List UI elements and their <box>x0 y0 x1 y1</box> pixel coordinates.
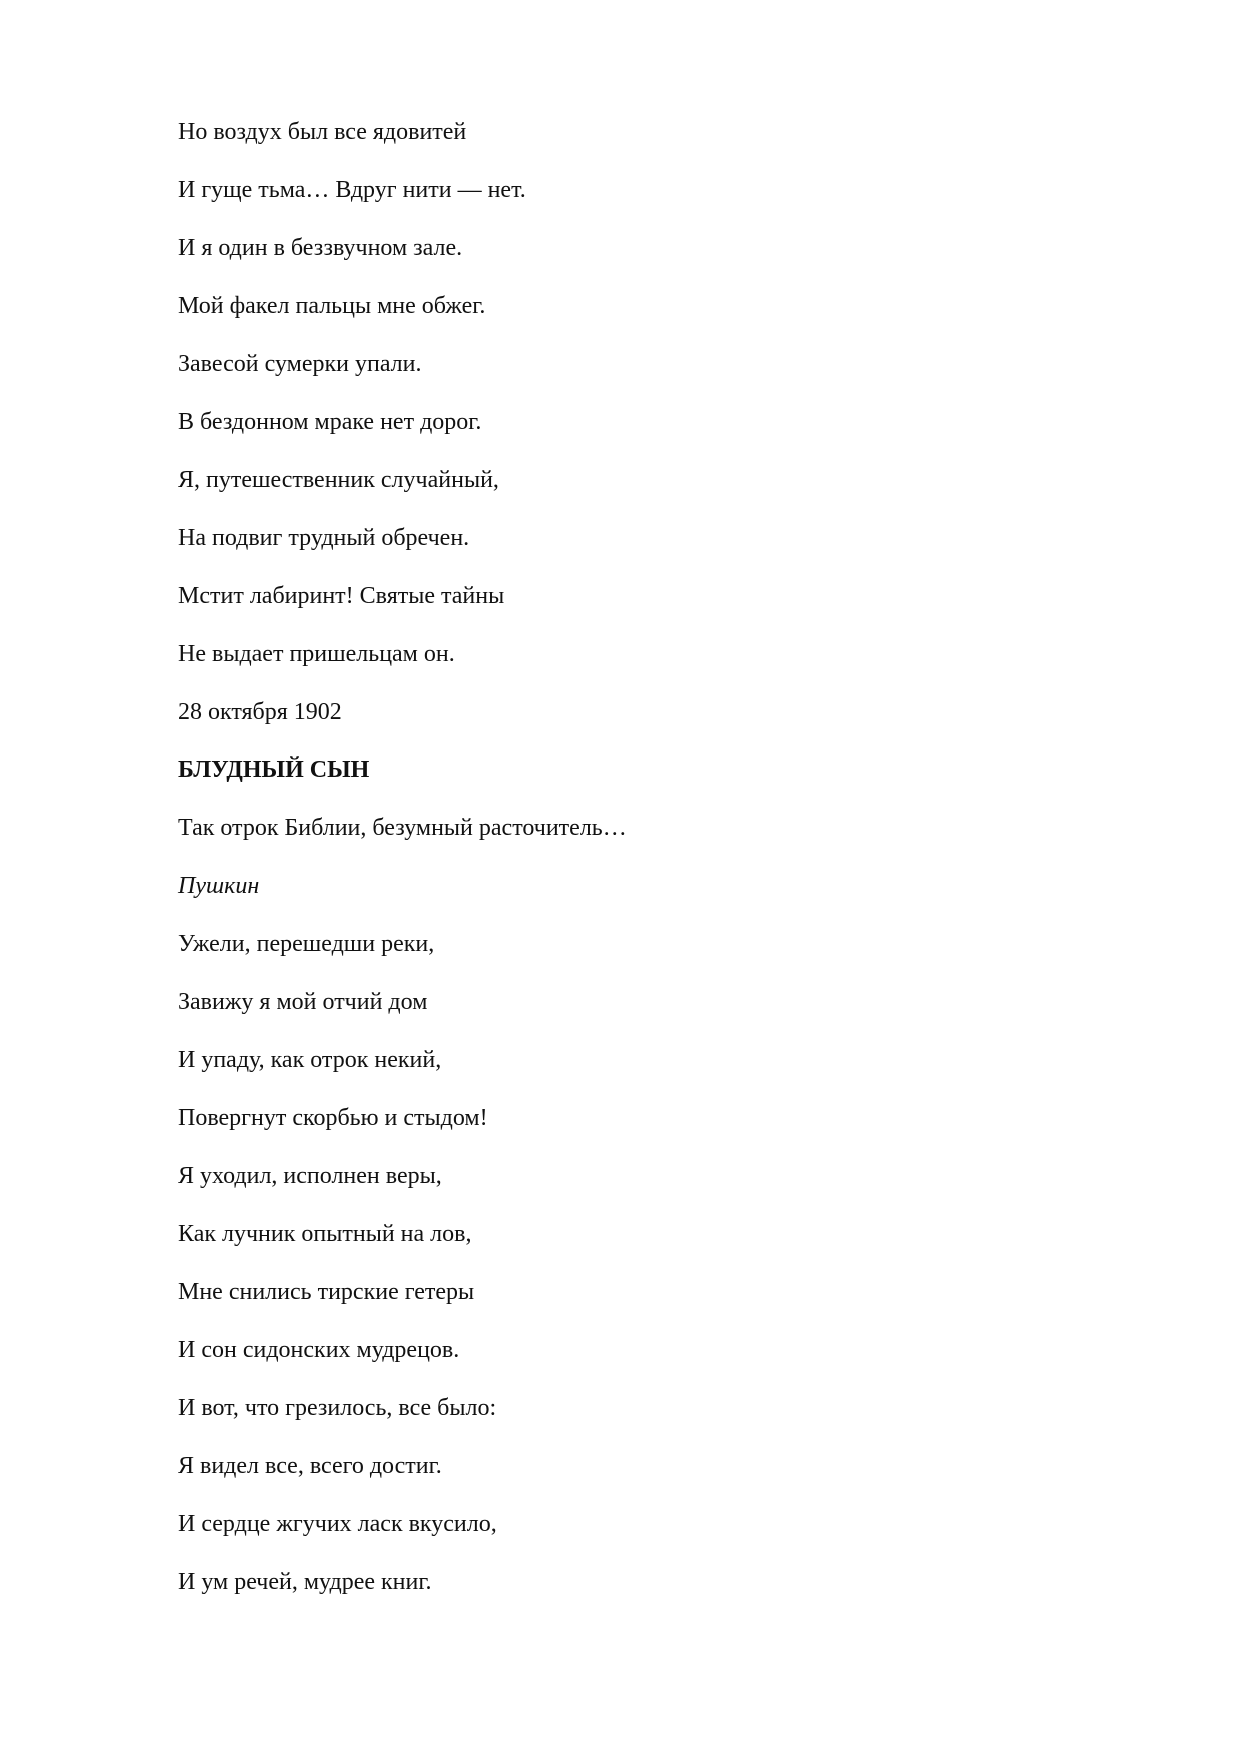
poem-line: Мстит лабиринт! Святые тайны <box>178 583 505 609</box>
poem-line: Я уходил, исполнен веры, <box>178 1163 442 1189</box>
poem-date: 28 октября 1902 <box>178 699 342 725</box>
poem-line: Не выдает пришельцам он. <box>178 641 455 667</box>
poem-line: Ужели, перешедши реки, <box>178 931 435 957</box>
poem-line: Завижу я мой отчий дом <box>178 989 428 1015</box>
poem-line: Мне снились тирские гетеры <box>178 1279 475 1305</box>
poem-line: Как лучник опытный на лов, <box>178 1221 472 1247</box>
poem-line: Мой факел пальцы мне обжег. <box>178 293 486 319</box>
poem-line: Я, путешественник случайный, <box>178 467 499 493</box>
poem-line: И я один в беззвучном зале. <box>178 235 463 261</box>
poem-line: Повергнут скорбью и стыдом! <box>178 1105 488 1131</box>
poem-line: И упаду, как отрок некий, <box>178 1047 442 1073</box>
poem-line: И вот, что грезилось, все было: <box>178 1395 497 1421</box>
poem-line: В бездонном мраке нет дорог. <box>178 409 482 435</box>
poem-line: И сон сидонских мудрецов. <box>178 1337 460 1363</box>
poem-line: И сердце жгучих ласк вкусило, <box>178 1511 497 1537</box>
poem-line: Я видел все, всего достиг. <box>178 1453 442 1479</box>
poem-line: На подвиг трудный обречен. <box>178 525 470 551</box>
epigraph-author: Пушкин <box>178 873 260 899</box>
epigraph: Так отрок Библии, безумный расточитель… <box>178 815 627 841</box>
poem-line: И ум речей, мудрее книг. <box>178 1569 432 1595</box>
poem-line: И гуще тьма… Вдруг нити — нет. <box>178 177 526 203</box>
document-text <box>178 114 1078 1622</box>
poem-line: Завесой сумерки упали. <box>178 351 422 377</box>
poem-title: БЛУДНЫЙ СЫН <box>178 757 370 783</box>
poem-line: Но воздух был все ядовитей <box>178 119 467 145</box>
